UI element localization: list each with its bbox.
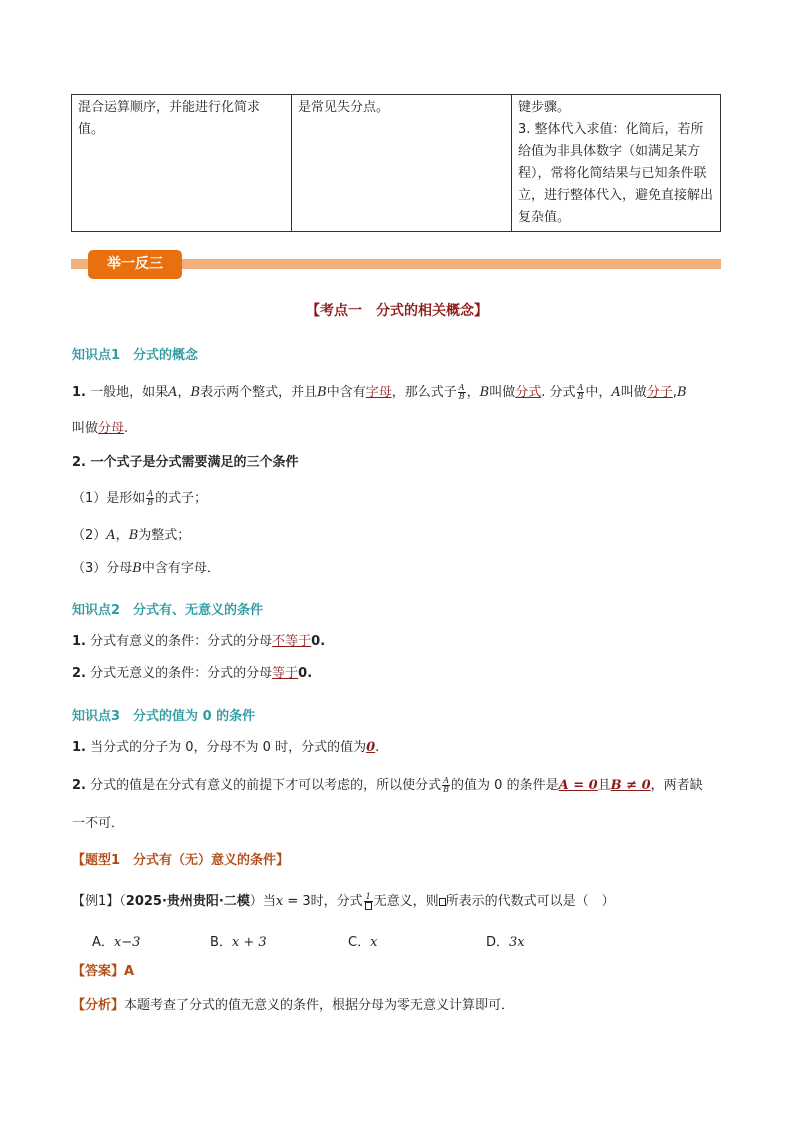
kp1-text: 一般地，如果 [90,385,169,400]
kp2-text: 0. [311,634,326,649]
example-text: 所表示的代数式可以是（ ） [445,894,615,909]
option-value: x [370,935,378,950]
blank-answer-fraction: 分式 [515,385,542,400]
kp1-text: 的式子； [155,491,208,506]
kp1-text: ，那么式子 [391,385,457,400]
kp3-text: 当分式的分子为 0，分母不为 0 时，分式的值为 [90,740,367,755]
kp3-text: ，两者缺 [650,778,703,793]
blank-answer-a-zero: A = 0 [558,778,598,793]
fraction-one-over-box [364,893,373,910]
blank-answer-letter: 字母 [365,385,392,400]
option-d [486,931,525,950]
kp1-line-1-num: 1. [72,385,86,400]
kp1-text: . [124,421,129,436]
fraction-a-over-b [442,777,450,794]
blank-answer-not-equal: 不等于 [272,634,312,649]
fraction-a-over-b [458,384,466,401]
option-b [210,931,267,950]
option-c [348,931,377,950]
section-banner-label: 举一反三 [88,250,182,279]
var-b: B [190,385,201,400]
option-label: A． [92,935,114,950]
fraction-denominator: B [458,392,465,401]
kp2-line-1-num: 1. [72,634,86,649]
table-cell-2: 是常见失分点。 [292,95,512,232]
var-b: B [676,385,687,400]
kp3-line-3: 一不可． [72,816,125,831]
example-text: 无意义，则 [373,894,439,909]
analysis-label: 【分析】 [72,998,125,1013]
fraction-denominator: B [443,785,450,794]
kp1-condition-2 [72,527,190,545]
answer-label: 【答案】 [72,964,125,979]
kp3-line-2-num: 2. [72,778,86,793]
kp2-text: 0. [298,666,313,681]
kp1-line-2 [72,420,128,438]
kp3-line-2 [72,777,703,795]
option-label: C． [348,935,371,950]
option-a [92,931,140,950]
kp3-text: 分式的值是在分式有意义的前提下才可以考虑的，所以使分式 [90,778,442,793]
fraction-a-over-b [146,490,154,507]
example-text: = 3时，分式 [283,894,363,909]
analysis-text: 本题考查了分式的值无意义的条件，根据分母为零无意义计算即可． [124,998,515,1013]
var-b: B [132,561,142,576]
option-value: x + 3 [231,935,267,950]
var-b: B [479,385,490,400]
option-label: D． [486,935,510,950]
kp2-line-2 [72,665,312,683]
kp1-text: （2） [72,528,107,543]
kp3-text: . [375,740,380,755]
fraction-numerator: 1 [365,892,371,901]
kp1-text: 表示两个整式，并且 [200,385,318,400]
fraction-numerator: A [147,489,154,498]
answer-value: A [124,964,135,979]
question-type-title: 【题型1 分式有（无）意义的条件】 [72,853,290,868]
fraction-denominator: B [577,392,584,401]
kp1-text: ， [177,385,191,400]
kp1-text: 中含有字母． [141,561,220,576]
kp1-text: 为整式； [138,528,191,543]
var-a: A [168,385,178,400]
example-source: 2025·贵州贵阳·二模 [125,894,250,909]
kp1-text: 叫做 [620,385,647,400]
blank-answer-zero: 0 [366,740,376,755]
example-text: ）当 [249,894,276,909]
kp1-text: 中， [585,385,612,400]
fraction-numerator: A [577,383,584,392]
kp1-line-3: 2. 一个式子是分式需要满足的三个条件 [72,455,299,470]
summary-table [71,94,721,232]
kp1-text: , [672,385,677,400]
var-a: A [611,385,621,400]
kp3-text: 的值为 0 的条件是 [451,778,559,793]
kp2-title: 知识点2 分式有、无意义的条件 [72,603,264,618]
kp2-text: 分式无意义的条件：分式的分母 [90,666,273,681]
blank-answer-equal: 等于 [272,666,299,681]
kp1-text: ， [115,528,129,543]
kp1-condition-3 [72,560,220,578]
fraction-numerator: A [458,383,465,392]
kp1-text: ， [466,385,480,400]
table-cell-3-line-1: 键步骤。 [518,100,571,115]
var-x: x [275,894,284,909]
kp3-title: 知识点3 分式的值为 0 的条件 [72,709,256,724]
kp2-text: 分式有意义的条件：分式的分母 [90,634,273,649]
kp2-line-1 [72,633,325,651]
box-placeholder-icon [439,898,446,906]
kp1-line-1 [72,384,687,402]
kp3-text: 且 [597,778,611,793]
kp3-line-1-num: 1. [72,740,86,755]
blank-answer-b-nonzero: B ≠ 0 [610,778,651,793]
fraction-a-over-b [577,384,585,401]
var-a: A [106,528,116,543]
var-b: B [317,385,327,400]
analysis-line [72,997,514,1015]
kp1-text: 叫做 [489,385,516,400]
option-value: 3x [509,935,525,950]
table-cell-3 [512,95,721,232]
kp2-line-2-num: 2. [72,666,86,681]
blank-answer-numerator: 分子 [646,385,673,400]
blank-answer-denominator: 分母 [98,421,125,436]
section-title: 【考点一 分式的相关概念】 [306,303,488,319]
example-text: 【例1】（ [72,894,126,909]
table-cell-1: 混合运算顺序，并能进行化简求值。 [72,95,292,232]
example-question [72,893,615,911]
answer-line [72,963,134,981]
option-value: x−3 [113,935,141,950]
fraction-denominator-box [364,902,373,910]
var-b: B [128,528,139,543]
kp1-text: . 分式 [541,385,576,400]
table-cell-3-line-2: 3. 整体代入求值：化简后，若所给值为非具体数字（如满足某方程），常将化简结果与已知条件联立，进行整体代入，避免直接解出复杂值。 [518,122,714,225]
kp1-title: 知识点1 分式的概念 [72,348,199,363]
fraction-denominator: B [147,498,154,507]
kp1-text: （1）是形如 [72,491,146,506]
kp1-condition-1 [72,490,207,508]
kp1-text: 叫做 [72,421,99,436]
kp1-text: （3）分母 [72,561,133,576]
kp1-text: 中含有 [326,385,366,400]
fraction-numerator: A [443,776,449,785]
kp3-line-1 [72,739,379,757]
option-label: B． [210,935,232,950]
box-placeholder-icon [365,902,372,910]
